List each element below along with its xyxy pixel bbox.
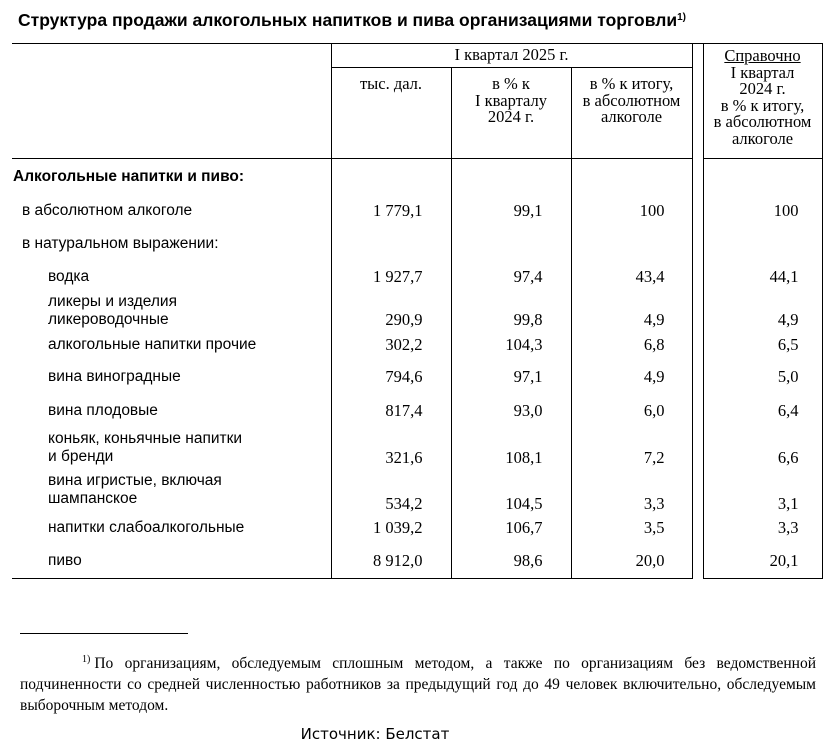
header-line: в абсолютном xyxy=(582,90,681,110)
gap-cell xyxy=(692,513,703,544)
value-percent-prev-year: 106,7 xyxy=(451,513,571,544)
value-percent-prev-year: 99,8 xyxy=(451,293,571,329)
gap-cell xyxy=(692,329,703,361)
value-thousand-decaliters: 1 779,1 xyxy=(331,195,451,227)
value-percent-prev-year: 93,0 xyxy=(451,394,571,429)
row-label-line: коньяк, коньячные напитки xyxy=(48,429,243,447)
reference-line: в % к итогу, xyxy=(720,95,805,115)
row-label xyxy=(12,195,331,227)
header-line: алкоголе xyxy=(600,107,663,126)
row-label xyxy=(12,467,331,513)
value-reference-2024: 20,1 xyxy=(703,544,822,579)
reference-line: алкоголе xyxy=(731,128,794,148)
row-label-line: ликероводочные xyxy=(48,310,169,328)
value-percent-of-total: 6,0 xyxy=(643,401,665,420)
row-label xyxy=(12,293,331,329)
source-line: Источник: Белстат xyxy=(300,725,450,743)
row-label xyxy=(12,159,331,195)
row-label xyxy=(12,227,331,261)
row-label-line: в натуральном выражении: xyxy=(22,234,219,252)
row-label-line: алкогольные напитки прочие xyxy=(48,335,257,353)
row-label-line: вина игристые, включая xyxy=(48,471,222,489)
value-reference-2024: 44,1 xyxy=(703,261,822,293)
row-label-line: ликеры и изделия xyxy=(48,292,177,310)
header-thousand-decaliters: тыс. дал. xyxy=(331,68,451,158)
gap-cell xyxy=(692,361,703,394)
value-reference-2024: 4,9 xyxy=(703,293,822,329)
row-label xyxy=(12,261,331,293)
value-percent-prev-year: 97,1 xyxy=(451,361,571,394)
table-row xyxy=(12,329,822,361)
reference-title: Справочно xyxy=(724,46,801,65)
row-label-line: в абсолютном алкоголе xyxy=(22,201,193,219)
gap-cell xyxy=(692,261,703,293)
header-gap xyxy=(692,44,703,158)
gap-cell xyxy=(692,544,703,579)
value-percent-prev-year xyxy=(451,227,571,261)
value-reference-2024 xyxy=(703,159,822,195)
row-label xyxy=(12,429,331,467)
value-reference-2024: 5,0 xyxy=(703,361,822,394)
value-reference-2024: 100 xyxy=(703,195,822,227)
table-row xyxy=(12,544,822,579)
value-percent-of-total: 20,0 xyxy=(571,544,692,579)
reference-line: в абсолютном xyxy=(713,112,812,131)
table-row xyxy=(12,261,822,293)
row-label-line: вина плодовые xyxy=(48,402,158,419)
footnote-divider xyxy=(20,633,188,634)
header-reference xyxy=(703,44,822,158)
table-row xyxy=(12,195,822,227)
value-percent-prev-year: 98,6 xyxy=(451,544,571,579)
gap-cell xyxy=(692,159,703,195)
table-row xyxy=(12,394,822,429)
table-title: Структура продажи алкогольных напитков и пива организациями торговли$^{1)}$ xyxy=(18,10,687,30)
value-percent-of-total: 3,3 xyxy=(643,493,665,513)
row-label-line: водка xyxy=(48,267,90,285)
value-thousand-decaliters: 817,4 xyxy=(331,394,451,429)
value-thousand-decaliters: 290,9 xyxy=(331,293,451,329)
footnote-mark: 1) xyxy=(82,654,91,665)
header-quarter-group: I квартал 2025 г. xyxy=(331,44,692,68)
gap-cell xyxy=(692,429,703,467)
value-reference-2024: 6,6 xyxy=(703,429,822,467)
gap-cell xyxy=(692,394,703,429)
value-percent-of-total xyxy=(571,159,692,195)
value-percent-of-total: 3,5 xyxy=(643,518,665,537)
value-thousand-decaliters: 8 912,0 xyxy=(331,544,451,579)
value-thousand-decaliters: 534,2 xyxy=(331,467,451,513)
value-reference-2024 xyxy=(703,227,822,261)
value-percent-prev-year xyxy=(451,159,571,195)
value-thousand-decaliters xyxy=(331,159,451,195)
row-label-line: пиво xyxy=(48,551,82,569)
row-label-line: вина виноградные xyxy=(48,368,181,385)
header-line: 2024 г. xyxy=(487,107,535,126)
header-empty-cell xyxy=(12,44,331,158)
table-row xyxy=(12,293,822,329)
value-thousand-decaliters: 1 927,7 xyxy=(331,261,451,293)
value-percent-prev-year: 108,1 xyxy=(451,429,571,467)
row-label-line: напитки слабоалкогольные xyxy=(48,519,245,536)
value-percent-of-total: 43,4 xyxy=(635,266,665,286)
footnote-text: По организациям, обследуемым сплошным методом, а также по организациям без ведомственной подчиненности со средней численностью работников за предыдущий год до 49 человек включительно, обследуемым выборочным методом. xyxy=(20,655,816,714)
row-label-line: шампанское xyxy=(48,489,138,507)
header-line: в % к xyxy=(492,74,530,93)
value-reference-2024: 6,4 xyxy=(703,394,822,429)
value-percent-of-total: 100 xyxy=(639,200,665,220)
row-label-line: Алкогольные напитки и пиво: xyxy=(13,167,245,185)
row-label xyxy=(12,394,331,429)
gap-cell xyxy=(692,467,703,513)
value-percent-prev-year: 104,3 xyxy=(451,329,571,361)
title-footnote-mark: 1) xyxy=(677,12,687,23)
table-row xyxy=(12,159,822,195)
header-line: в % к итогу, xyxy=(589,74,674,93)
value-percent-of-total: 7,2 xyxy=(643,447,665,467)
value-percent-of-total xyxy=(571,227,692,261)
footnote xyxy=(20,649,816,716)
gap-cell xyxy=(692,227,703,261)
table-row xyxy=(12,429,822,467)
reference-line: I квартал xyxy=(730,62,795,82)
value-percent-of-total: 4,9 xyxy=(643,309,665,329)
gap-cell xyxy=(692,293,703,329)
value-percent-prev-year: 99,1 xyxy=(451,195,571,227)
row-label xyxy=(12,329,331,361)
row-label xyxy=(12,544,331,579)
value-percent-prev-year: 97,4 xyxy=(451,261,571,293)
gap-cell xyxy=(692,195,703,227)
value-percent-of-total: 6,8 xyxy=(643,334,665,354)
value-thousand-decaliters: 1 039,2 xyxy=(331,513,451,544)
table-row xyxy=(12,467,822,513)
value-thousand-decaliters: 321,6 xyxy=(331,429,451,467)
header-percent-prev-year xyxy=(451,68,571,158)
row-label xyxy=(12,361,331,394)
value-thousand-decaliters: 794,6 xyxy=(331,361,451,394)
value-thousand-decaliters: 302,2 xyxy=(331,329,451,361)
value-thousand-decaliters xyxy=(331,227,451,261)
value-percent-of-total: 4,9 xyxy=(643,367,665,386)
reference-line: 2024 г. xyxy=(739,79,786,98)
value-reference-2024: 6,5 xyxy=(703,329,822,361)
value-percent-prev-year: 104,5 xyxy=(451,467,571,513)
table-body xyxy=(12,159,822,579)
header-line: I кварталу xyxy=(475,90,547,110)
sales-structure-table xyxy=(12,43,823,579)
value-reference-2024: 3,3 xyxy=(703,513,822,544)
row-label-line: и бренди xyxy=(48,447,114,465)
header-percent-of-total xyxy=(571,68,692,158)
row-label xyxy=(12,513,331,544)
table-row xyxy=(12,361,822,394)
value-reference-2024: 3,1 xyxy=(703,467,822,513)
table-row xyxy=(12,227,822,261)
table-row xyxy=(12,513,822,544)
